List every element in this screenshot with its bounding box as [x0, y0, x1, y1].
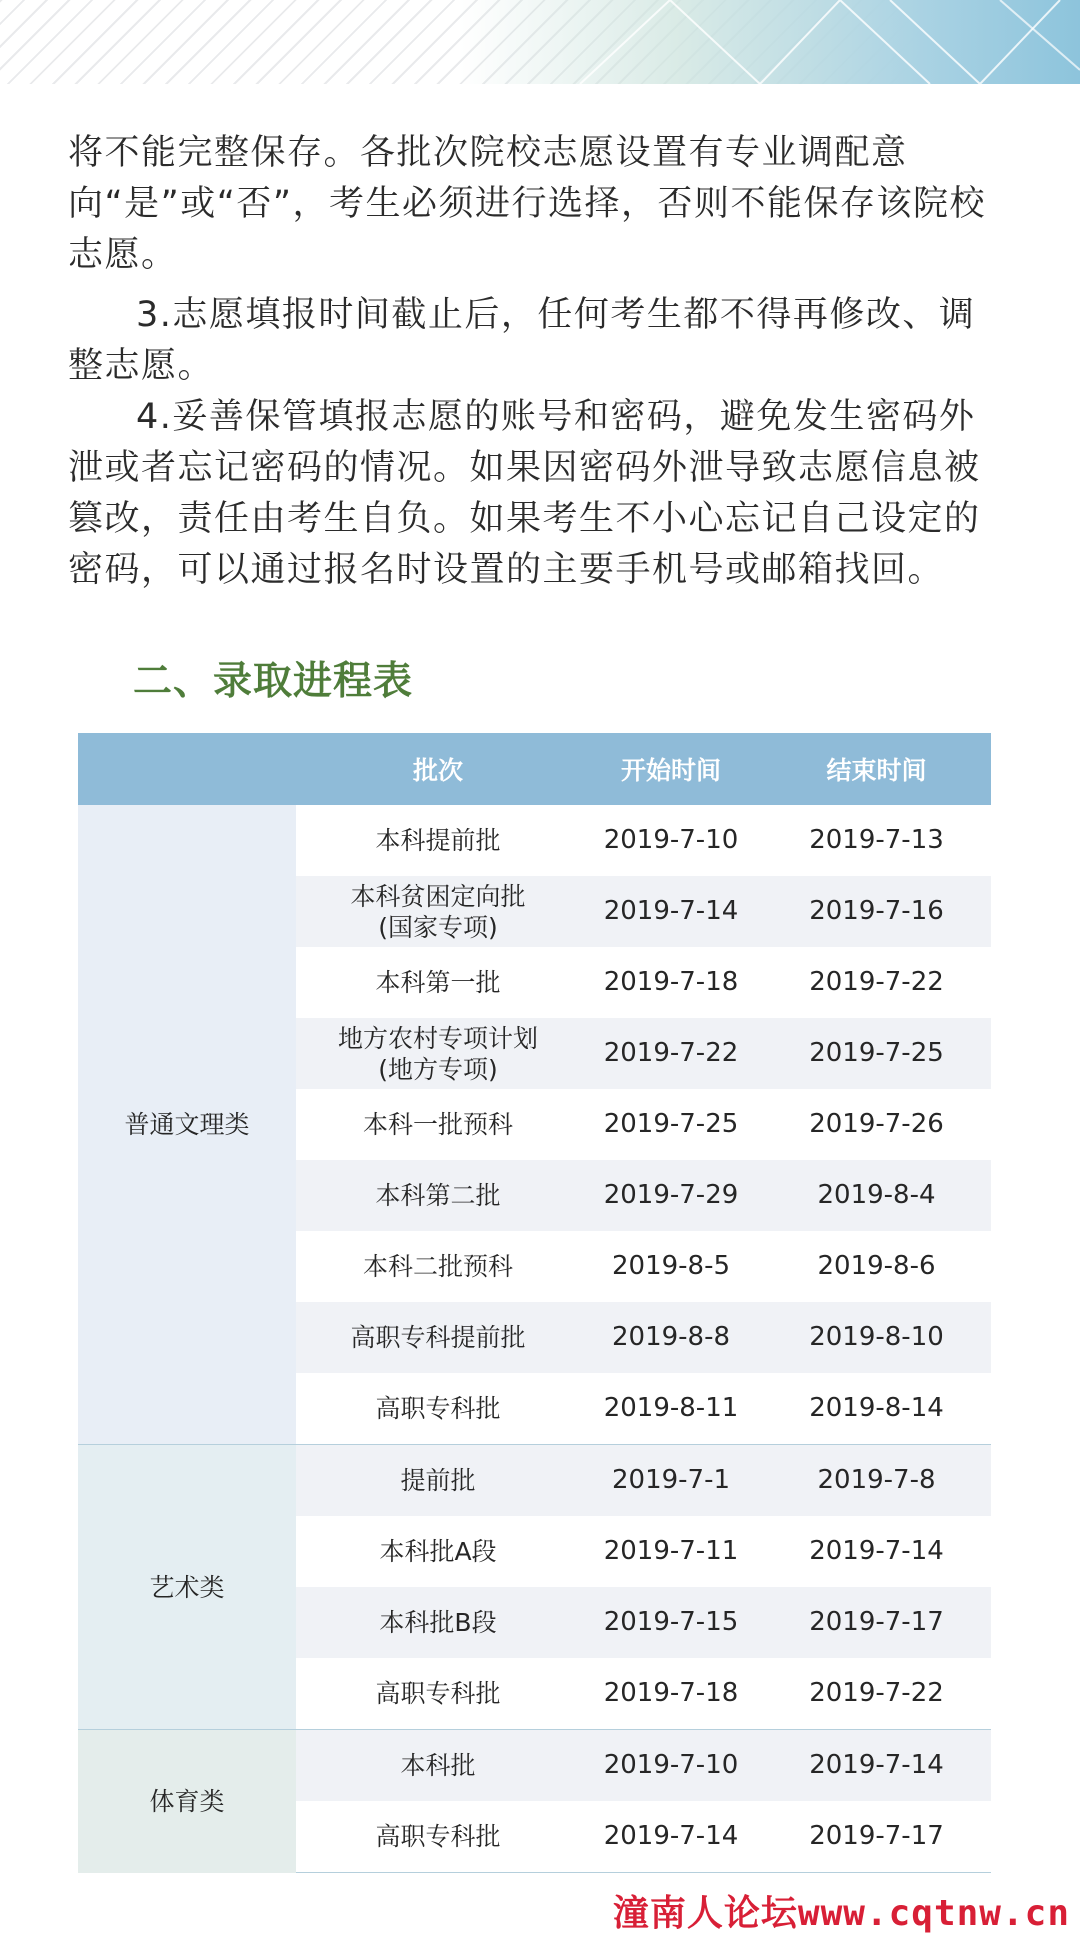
batch-cell: 本科批A段 — [379, 1537, 497, 1566]
batch-cell: 本科贫困定向批 (国家专项) — [296, 876, 580, 947]
end-date-cell: 2019-8-4 — [762, 1160, 991, 1231]
table-header-row — [78, 733, 991, 805]
batch-cell: 本科批B段 — [296, 1587, 580, 1658]
start-date-cell: 2019-7-10 — [580, 1730, 762, 1802]
start-date-cell: 2019-8-8 — [580, 1302, 762, 1373]
section-title: 二、录取进程表 — [133, 659, 414, 704]
end-date-cell: 2019-7-22 — [809, 967, 944, 997]
table-body — [78, 805, 991, 1873]
batch-cell: 高职专科批 — [296, 1801, 580, 1873]
end-date-cell: 2019-7-8 — [762, 1445, 991, 1517]
paragraph-item-3: 3.志愿填报时间截止后，任何考生都不得再修改、调整志愿。 — [68, 295, 976, 386]
start-date-cell: 2019-8-11 — [603, 1393, 739, 1423]
batch-cell: 本科二批预科 — [362, 1252, 513, 1281]
header-start-time: 开始时间 — [580, 733, 762, 805]
decorative-banner — [0, 0, 1080, 84]
end-date-cell: 2019-8-10 — [762, 1302, 991, 1373]
batch-cell: 提前批 — [296, 1445, 580, 1517]
batch-cell: 本科第一批 — [375, 968, 501, 997]
end-date-cell: 2019-7-14 — [762, 1730, 991, 1802]
start-date-cell: 2019-7-18 — [603, 1678, 739, 1708]
header-end-time: 结束时间 — [762, 733, 991, 805]
batch-cell: 本科一批预科 — [362, 1110, 513, 1139]
batch-cell: 高职专科批 — [375, 1679, 501, 1708]
start-date-cell: 2019-7-29 — [580, 1160, 762, 1231]
batch-cell: 地方农村专项计划 (地方专项) — [296, 1018, 580, 1089]
start-date-cell: 2019-7-11 — [603, 1536, 739, 1566]
category-cell: 普通文理类 — [78, 805, 296, 1445]
start-date-cell: 2019-8-5 — [611, 1251, 730, 1281]
header-category — [78, 733, 296, 805]
start-date-cell: 2019-7-18 — [603, 967, 739, 997]
admission-schedule-table — [78, 733, 991, 1873]
end-date-cell: 2019-7-17 — [762, 1587, 991, 1658]
start-date-cell: 2019-7-10 — [603, 825, 739, 855]
start-date-cell: 2019-7-14 — [580, 1801, 762, 1873]
start-date-cell: 2019-7-25 — [603, 1109, 739, 1139]
batch-cell: 高职专科批 — [375, 1394, 501, 1423]
end-date-cell: 2019-7-16 — [762, 876, 991, 947]
batch-cell: 本科批 — [296, 1730, 580, 1802]
end-date-cell: 2019-8-14 — [809, 1393, 944, 1423]
batch-cell: 本科第二批 — [296, 1160, 580, 1231]
batch-cell: 高职专科提前批 — [296, 1302, 580, 1373]
start-date-cell: 2019-7-1 — [580, 1445, 762, 1517]
end-date-cell: 2019-7-22 — [809, 1678, 944, 1708]
paragraph-item-4: 4.妥善保管填报志愿的账号和密码，避免发生密码外泄或者忘记密码的情况。如果因密码外泄导致志愿信息被篡改，责任由考生自负。如果考生不小心忘记自己设定的密码，可以通过报名时设置的主要手机号或邮箱找回。 — [68, 397, 981, 590]
end-date-cell: 2019-8-6 — [817, 1251, 936, 1281]
table-row — [78, 1730, 991, 1802]
site-watermark: 潼南人论坛www.cqtnw.cn — [612, 1893, 1070, 1934]
table-row — [78, 805, 991, 876]
start-date-cell: 2019-7-14 — [580, 876, 762, 947]
category-cell: 艺术类 — [78, 1445, 296, 1730]
end-date-cell: 2019-7-25 — [762, 1018, 991, 1089]
header-batch: 批次 — [296, 733, 580, 805]
table-row — [78, 1445, 991, 1517]
paragraph-continuation: 将不能完整保存。各批次院校志愿设置有专业调配意向“是”或“否”，考生必须进行选择，否则不能保存该院校志愿。 — [68, 133, 987, 275]
end-date-cell: 2019-7-13 — [809, 825, 944, 855]
category-cell: 体育类 — [78, 1730, 296, 1873]
start-date-cell: 2019-7-15 — [580, 1587, 762, 1658]
start-date-cell: 2019-7-22 — [580, 1018, 762, 1089]
end-date-cell: 2019-7-14 — [809, 1536, 944, 1566]
end-date-cell: 2019-7-17 — [762, 1801, 991, 1873]
batch-cell: 本科提前批 — [375, 826, 501, 855]
end-date-cell: 2019-7-26 — [809, 1109, 944, 1139]
